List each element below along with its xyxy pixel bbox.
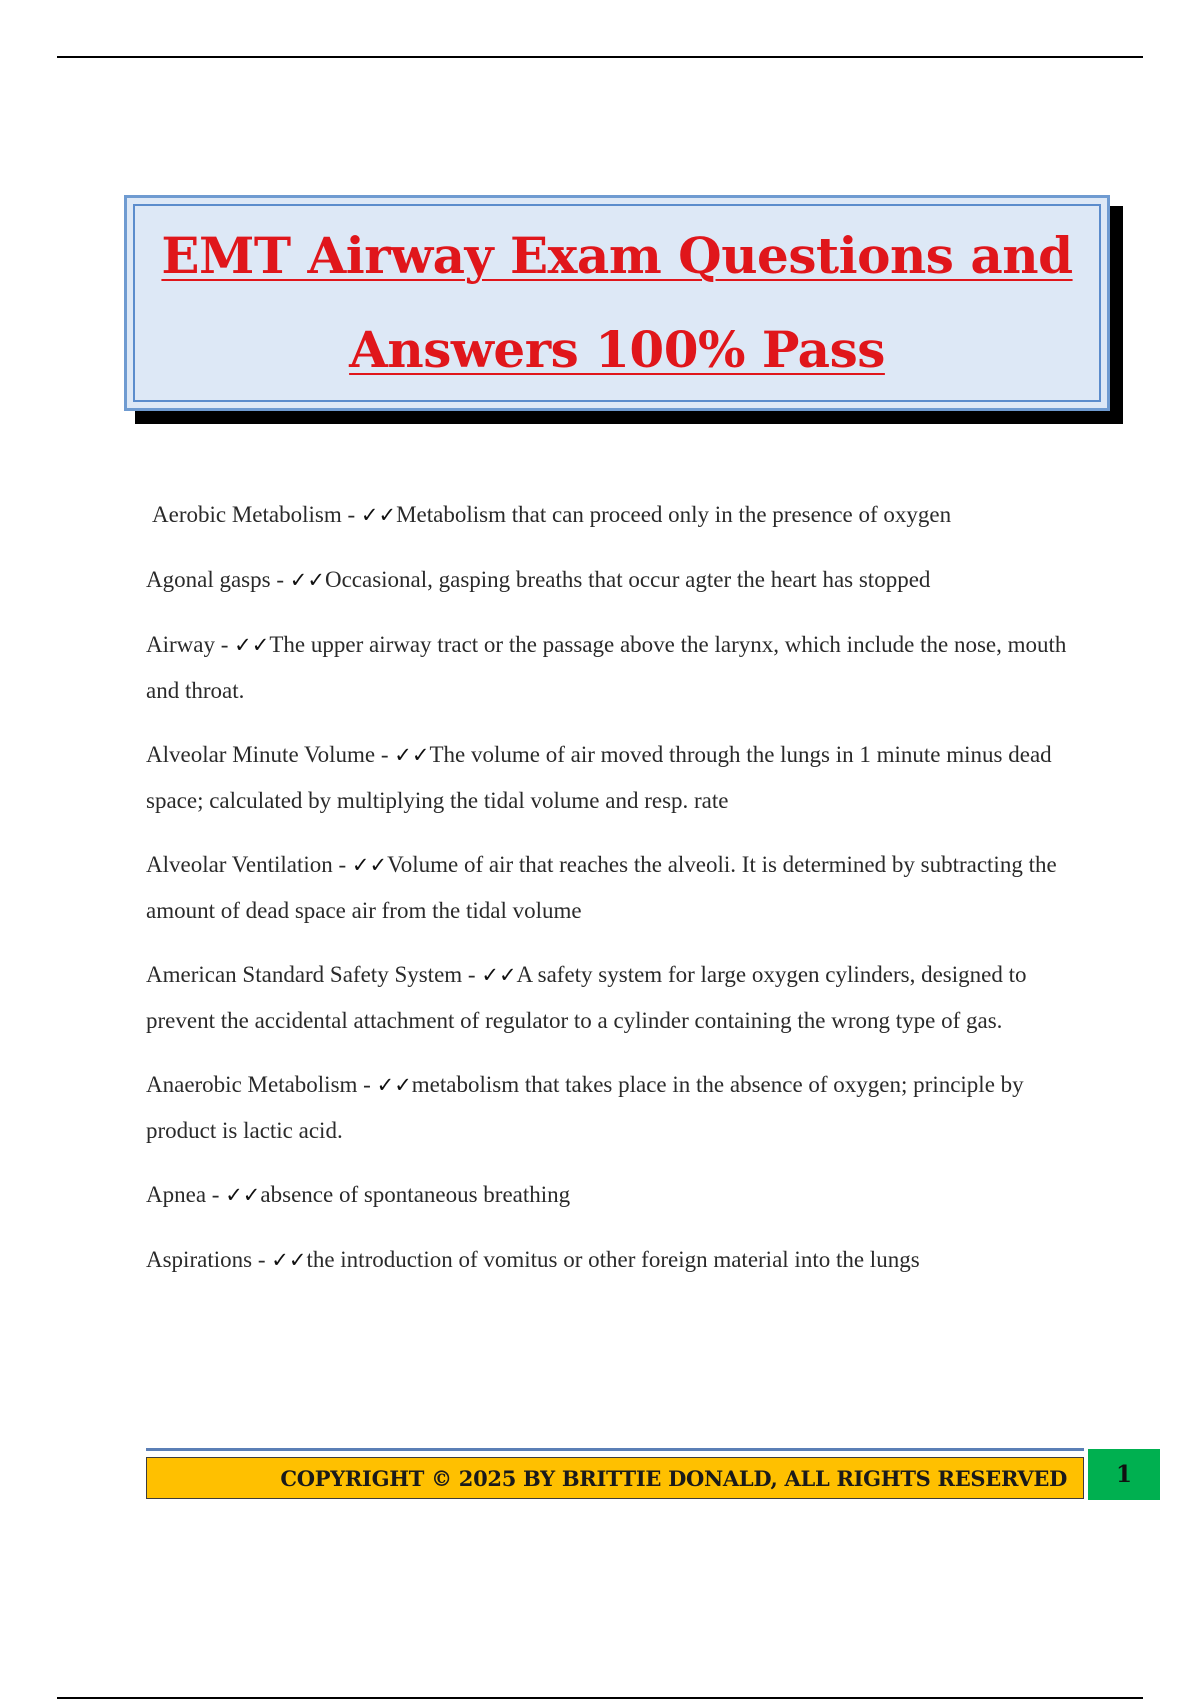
- glossary-entry: [146, 1062, 1096, 1153]
- top-rule: [57, 56, 1143, 58]
- double-check-icon: ✓✓: [234, 633, 270, 657]
- glossary-entry: [146, 1237, 1096, 1283]
- entry-term: Aspirations: [146, 1247, 253, 1272]
- entry-term: Apnea: [146, 1182, 207, 1207]
- entry-term: Airway: [146, 632, 215, 657]
- entry-term: Anaerobic Metabolism: [146, 1072, 358, 1097]
- entry-separator: -: [375, 742, 395, 767]
- document-title-line-1: EMT Airway Exam Questions and: [161, 226, 1073, 285]
- page-number: 1: [1115, 1461, 1132, 1488]
- entry-definition: the introduction of vomitus or other foreign material into the lungs: [306, 1247, 920, 1272]
- entry-separator: -: [332, 852, 352, 877]
- glossary-list: [146, 492, 1096, 1302]
- entry-separator: -: [214, 632, 235, 657]
- double-check-icon: ✓✓: [376, 1073, 412, 1097]
- entry-term: Alveolar Ventilation: [146, 852, 333, 877]
- entry-separator: -: [252, 1247, 272, 1272]
- double-check-icon: ✓✓: [481, 963, 517, 987]
- entry-term: American Standard Safety System: [146, 962, 463, 987]
- glossary-entry: [146, 842, 1096, 933]
- entry-separator: -: [357, 1072, 377, 1097]
- entry-definition: Metabolism that can proceed only in the presence of oxygen: [396, 502, 952, 527]
- footer-rule: [146, 1448, 1084, 1451]
- entry-definition: metabolism that takes place in the absence of oxygen; principle by product is lactic acid.: [146, 1072, 1024, 1143]
- entry-term: Agonal gasps: [146, 567, 271, 592]
- double-check-icon: ✓✓: [289, 568, 325, 592]
- title-box: [124, 195, 1110, 411]
- entry-definition: Occasional, gasping breaths that occur agter the heart has stopped: [324, 567, 931, 592]
- copyright-bar: [146, 1457, 1084, 1499]
- entry-separator: -: [270, 567, 290, 592]
- glossary-entry: [146, 732, 1096, 823]
- glossary-entry: [146, 622, 1096, 713]
- double-check-icon: ✓✓: [394, 743, 430, 767]
- entry-definition: A safety system for large oxygen cylinders, designed to prevent the accidental attachment of regulator to a cylinder containing the wrong type of gas.: [146, 962, 1027, 1033]
- glossary-entry: [146, 952, 1096, 1043]
- entry-definition: Volume of air that reaches the alveoli. It is determined by subtracting the amount of dead space air from the tidal volume: [146, 852, 1057, 923]
- copyright-text: COPYRIGHT © 2025 BY BRITTIE DONALD, ALL RIGHTS RESERVED: [280, 1465, 1067, 1491]
- entry-separator: -: [206, 1182, 226, 1207]
- entry-definition: absence of spontaneous breathing: [260, 1182, 571, 1207]
- glossary-entry: [146, 492, 1096, 538]
- entry-term: Alveolar Minute Volume: [146, 742, 376, 767]
- entry-definition: The volume of air moved through the lungs in 1 minute minus dead space; calculated by multiplying the tidal volume and resp. rate: [146, 742, 1052, 813]
- double-check-icon: ✓✓: [351, 853, 388, 877]
- double-check-icon: ✓✓: [271, 1248, 307, 1272]
- bottom-rule: [57, 1697, 1143, 1699]
- entry-separator: -: [462, 962, 482, 987]
- entry-separator: -: [341, 502, 361, 527]
- double-check-icon: ✓✓: [225, 1183, 261, 1207]
- page-number-box: [1088, 1449, 1160, 1500]
- double-check-icon: ✓✓: [360, 503, 397, 527]
- document-title-line-2: Answers 100% Pass: [349, 320, 885, 379]
- glossary-entry: [146, 1172, 1096, 1218]
- title-box-inner: [133, 204, 1101, 402]
- entry-term: Aerobic Metabolism: [152, 502, 342, 527]
- entry-definition: The upper airway tract or the passage above the larynx, which include the nose, mouth and throat.: [146, 632, 1067, 703]
- glossary-entry: [146, 557, 1096, 603]
